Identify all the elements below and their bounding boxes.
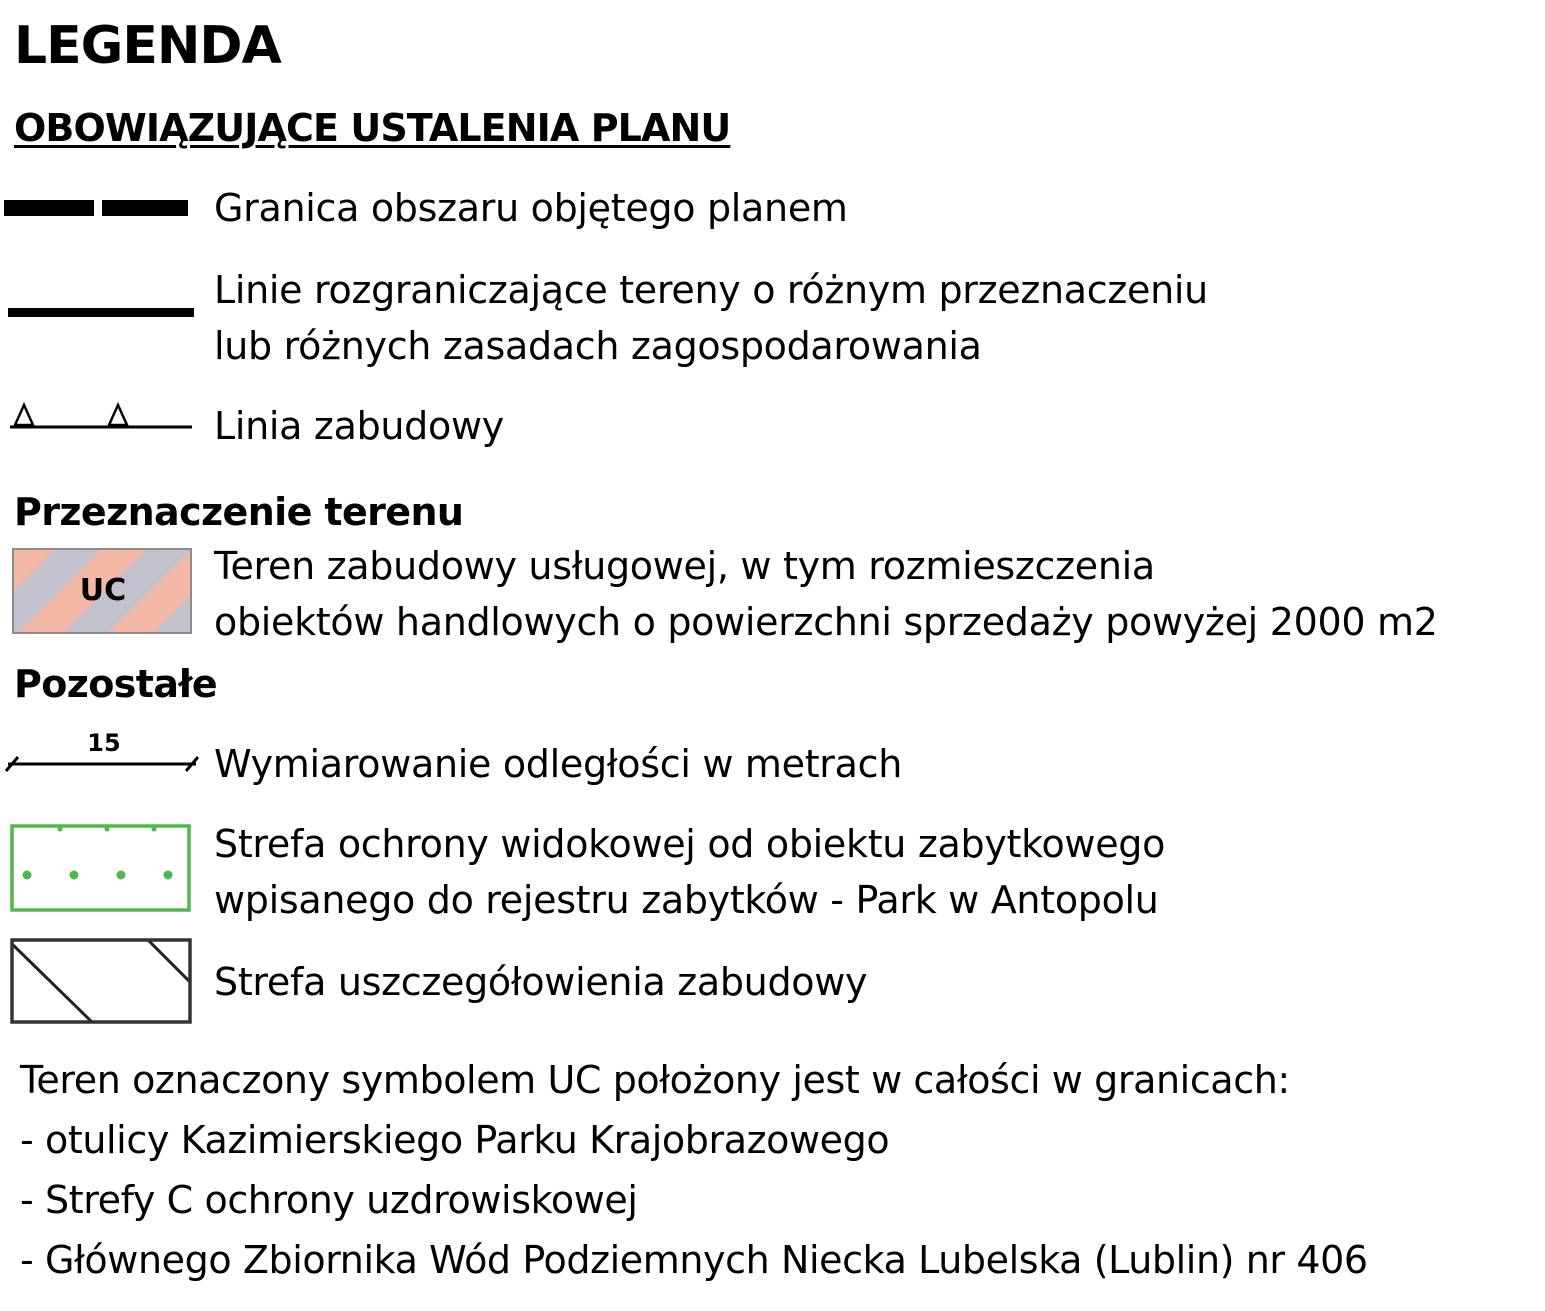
building-detail-zone-icon — [10, 938, 194, 1026]
boundary-label: Granica obszaru objętego planem — [214, 186, 848, 230]
uc-symbol: UC — [79, 573, 127, 608]
solid-line-icon — [8, 306, 196, 320]
uc-label-1: Teren zabudowy usługowej, w tym rozmieszczenia — [214, 544, 1155, 588]
dashed-thick-line-icon — [4, 198, 188, 218]
notes-item-3: - Głównego Zbiornika Wód Podziemnych Niecka Lubelska (Lublin) nr 406 — [20, 1238, 1368, 1282]
legend-subtitle: OBOWIĄZUJĄCE USTALENIA PLANU — [14, 106, 731, 150]
dimension-label: Wymiarowanie odległości w metrach — [214, 742, 902, 786]
view-protection-zone-icon — [10, 824, 192, 914]
detail-zone-label: Strefa uszczegółowienia zabudowy — [214, 960, 868, 1004]
dimension-number: 15 — [87, 729, 121, 757]
dividing-lines-label-2: lub różnych zasadach zagospodarowania — [214, 324, 982, 368]
view-zone-label-1: Strefa ochrony widokowej od obiektu zabytkowego — [214, 822, 1166, 866]
other-heading: Pozostałe — [14, 662, 218, 706]
uc-area-swatch — [12, 548, 192, 634]
notes-item-2: - Strefy C ochrony uzdrowiskowej — [20, 1178, 638, 1222]
uc-label-2: obiektów handlowych o powierzchni sprzedaży powyżej 2000 m2 — [214, 600, 1438, 644]
dividing-lines-label-1: Linie rozgraniczające tereny o różnym przeznaczeniu — [214, 268, 1208, 312]
notes-item-1: - otulicy Kazimierskiego Parku Krajobrazowego — [20, 1118, 890, 1162]
view-zone-label-2: wpisanego do rejestru zabytków - Park w Antopolu — [214, 878, 1159, 922]
building-line-label: Linia zabudowy — [214, 404, 504, 448]
triangle-line-icon — [8, 400, 196, 434]
legend-title: LEGENDA — [14, 16, 281, 76]
notes-intro: Teren oznaczony symbolem UC położony jest w całości w granicach: — [20, 1058, 1290, 1102]
dimension-line-icon — [4, 724, 200, 776]
land-use-heading: Przeznaczenie terenu — [14, 490, 464, 534]
